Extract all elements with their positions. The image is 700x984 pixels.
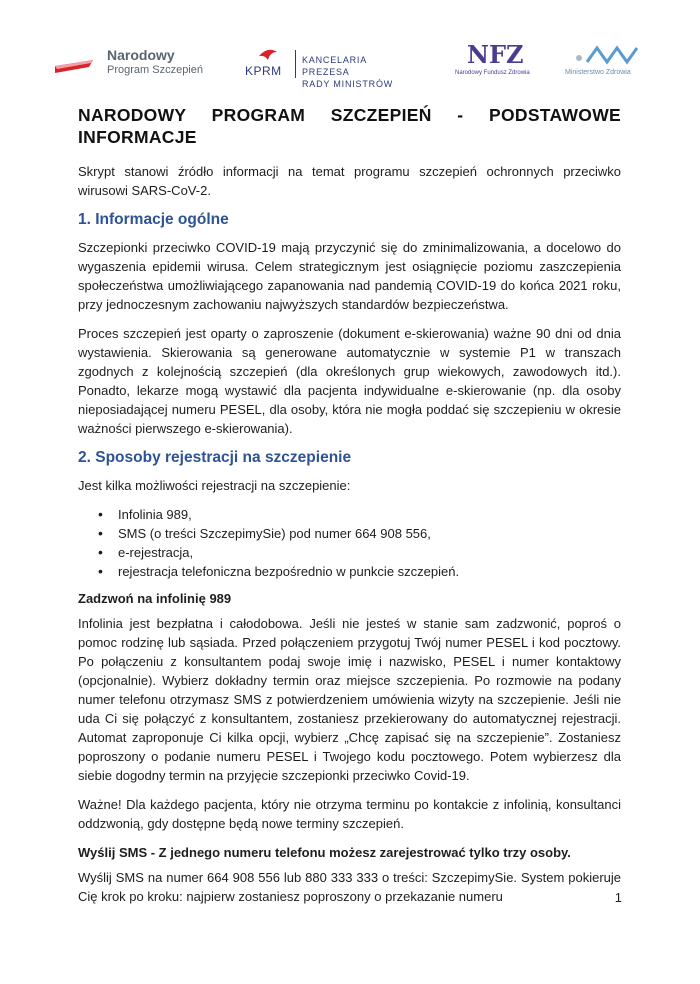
section1-heading: 1. Informacje ogólne	[78, 211, 229, 228]
kprm-divider	[295, 50, 296, 78]
npsz-logo	[55, 48, 205, 82]
list-item: • e-rejestracja,	[78, 543, 621, 562]
kprm-name-line2: RADY MINISTRÓW	[302, 79, 394, 89]
list-item: • SMS (o treści SzczepimySie) pod numer 664 908 556,	[78, 524, 621, 543]
section1-paragraph2: Proces szczepień jest oparty o zaproszenie (dokument e-skierowania) ważne 90 dni od dnia wystawienia. Skierowania są generowane automatycznie w systemie P1 w transzach zgodnych z kolejnością szczepień (dla określonych grup wiekowych, zawodowych itd.). Ponadto, lekarze mogą wystawić dla pacjenta indywidualne e-skierowanie (np. dla osoby nieposiadającej numeru PESEL, dla osoby, która nie mogła poddać się szczepieniu w okresie ważności pierwszego e-skierowania).	[78, 326, 621, 436]
section2-lead: Jest kilka możliwości rejestracji na szczepienie:	[78, 478, 351, 493]
page-number: 1	[614, 890, 622, 905]
document-title: NARODOWY PROGRAM SZCZEPIEŃ - PODSTAWOWE INFORMACJE	[78, 105, 621, 147]
npsz-name: Narodowy	[107, 47, 175, 63]
mz-logo	[565, 44, 655, 88]
logo-bar	[55, 40, 655, 90]
kprm-abbreviation: KPRM	[245, 64, 282, 78]
npsz-subtitle: Program Szczepień	[107, 64, 203, 76]
document-content	[78, 104, 621, 916]
kprm-eagle-icon	[257, 46, 279, 62]
hotline-paragraph2: Ważne! Dla każdego pacjenta, który nie otrzyma terminu po kontakcie z infolinią, konsultanci oddzwonią, gdy dostępne będą nowe terminy szczepień.	[78, 797, 621, 831]
mz-subtitle: Ministerstwo Zdrowia	[565, 69, 631, 76]
list-item: • rejestracja telefoniczna bezpośrednio w punkcie szczepień.	[78, 562, 621, 581]
nfz-subtitle: Narodowy Fundusz Zdrowia	[455, 70, 530, 76]
kprm-full-name	[302, 54, 415, 90]
registration-options-list	[78, 505, 621, 581]
hotline-paragraph1: Infolinia jest bezpłatna i całodobowa. Jeśli nie jesteś w stanie sam zadzwonić, poproś o pomoc rodzinę lub sąsiada. Przed połączeniem przygotuj Twój numer PESEL i kod pocztowy. Po połączeniu z konsultantem podaj swoje imię i nazwisko, PESEL i numer kontaktowy (opcjonalnie). Wybierz dokładny termin oraz miejsce szczepienia. Po rozmowie na podany numer telefonu otrzymasz SMS z potwierdzeniem umówienia wizyty na szczepienie. Jeśli nie uda Ci się połączyć z konsultantem, zostaniesz przekierowany do automatycznej rejestracji. Automat zaproponuje Ci kilka opcji, wybierz „Chcę zapisać się na szczepienie”. Zostaniesz poproszony o podanie numeru PESEL i Twojego kodu pocztowego. Potem wybierzesz dla siebie dogodny termin na przyjęcie szczepionki przeciwko Covid-19.	[78, 616, 621, 783]
kprm-name-line1: KANCELARIA PREZESA	[302, 55, 367, 77]
sms-heading: Wyślij SMS - Z jednego numeru telefonu możesz zarejestrować tylko trzy osoby.	[78, 845, 571, 860]
sms-paragraph1: Wyślij SMS na numer 664 908 556 lub 880 333 333 o treści: SzczepimySie. System pokieruje Cię krok po kroku: najpierw zostaniesz poproszony o przekazanie numeru	[78, 870, 621, 904]
section1-paragraph1: Szczepionki przeciwko COVID-19 mają przyczynić się do zminimalizowania, a docelowo do wygaszenia epidemii wirusa. Celem strategicznym jest osiągnięcie poziomu zaszczepienia społeczeństwa umożliwiającego zapanowania nad pandemią COVID-19 do końca 2021 roku, przy jednoczesnym zachowaniu najwyższych standardów bezpieczeństwa.	[78, 240, 621, 312]
nfz-logo	[455, 40, 535, 86]
section2-heading: 2. Sposoby rejestracji na szczepienie	[78, 449, 352, 466]
kprm-logo	[245, 46, 415, 89]
nfz-mark: NFZ	[467, 40, 524, 69]
hotline-heading: Zadzwoń na infolinię 989	[78, 591, 232, 606]
intro-paragraph: Skrypt stanowi źródło informacji na temat programu szczepień ochronnych przeciwko wirusowi SARS-CoV-2.	[78, 164, 621, 198]
list-item: • Infolinia 989,	[78, 505, 621, 524]
npsz-flag-icon	[55, 60, 93, 74]
mz-wave-icon	[575, 44, 645, 66]
